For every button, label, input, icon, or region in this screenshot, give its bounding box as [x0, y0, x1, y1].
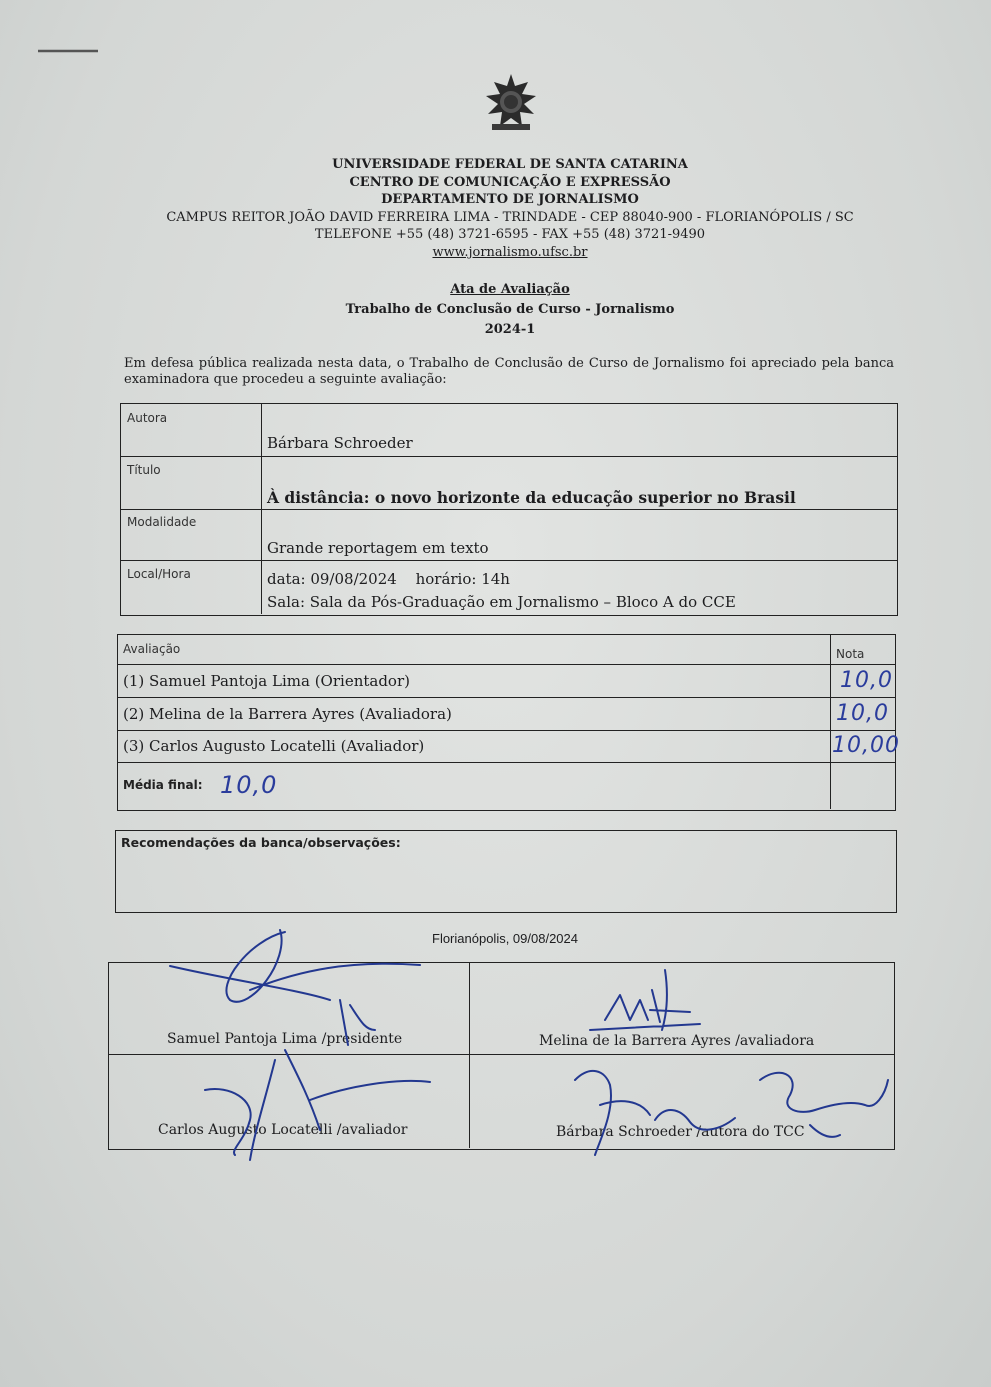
evaluation-table: [117, 634, 900, 811]
recommendations-box: [115, 830, 897, 913]
brasao-seal-icon: [478, 72, 544, 138]
phone-line: TELEFONE +55 (48) 3721-6595 - FAX +55 (48) 3721-9490: [314, 227, 706, 242]
ata-title: Ata de Avaliação: [450, 282, 570, 297]
info-table: [120, 403, 898, 616]
grade-2-handwritten: 10,0: [836, 701, 889, 726]
nota-header: Nota: [836, 647, 865, 661]
university-name: UNIVERSIDADE FEDERAL DE SANTA CATARINA: [332, 157, 688, 172]
modalidade-label: Modalidade: [127, 515, 197, 529]
titulo-value: À distância: o novo horizonte da educação superior no Brasil: [267, 488, 796, 507]
local-label: Local/Hora: [127, 567, 191, 581]
signature-line-avaliadora: Melina de la Barrera Ayres /avaliadora: [539, 1033, 815, 1049]
titulo-label: Título: [127, 463, 161, 477]
local-data: [267, 570, 510, 588]
grade-1-handwritten: 10,0: [840, 668, 893, 693]
media-final-label: Média final:: [123, 778, 203, 792]
signature-line-avaliador: Carlos Augusto Locatelli /avaliador: [158, 1122, 408, 1138]
evaluator-row-3: (3) Carlos Augusto Locatelli (Avaliador): [123, 737, 425, 755]
modalidade-value: Grande reportagem em texto: [267, 539, 489, 557]
ata-subtitle: Trabalho de Conclusão de Curso - Jornalismo: [345, 302, 675, 317]
campus-address: CAMPUS REITOR JOÃO DAVID FERREIRA LIMA - TRINDADE - CEP 88040-900 - FLORIANÓPOLIS / SC: [166, 209, 854, 225]
signature-line-president: Samuel Pantoja Lima /presidente: [167, 1031, 403, 1047]
document-title-block: [150, 280, 870, 340]
sala-value: Sala: Sala da Pós-Graduação em Jornalismo – Bloco A do CCE: [267, 593, 736, 611]
data-value: data: 09/08/2024: [267, 570, 397, 588]
autora-label: Autora: [127, 411, 168, 425]
grade-3-handwritten: 10,00: [832, 733, 900, 758]
center-name: CENTRO DE COMUNICAÇÃO E EXPRESSÃO: [349, 174, 671, 190]
horario-value: horário: 14h: [415, 570, 510, 588]
ata-year: 2024-1: [484, 322, 536, 337]
department-name: DEPARTAMENTO DE JORNALISMO: [381, 192, 639, 207]
recommendations-label: Recomendações da banca/observações:: [121, 835, 401, 850]
place-date: Florianópolis, 09/08/2024: [432, 931, 578, 946]
website-link[interactable]: www.jornalismo.ufsc.br: [432, 244, 588, 260]
institution-header: [150, 156, 870, 261]
avaliacao-header: Avaliação: [123, 642, 181, 656]
autora-value: Bárbara Schroeder: [267, 434, 413, 452]
intro-paragraph: Em defesa pública realizada nesta data, o Trabalho de Conclusão de Curso de Jornalismo foi apreciado pela banca examinadora que procedeu a seguinte avaliação:: [124, 356, 894, 387]
evaluator-row-2: (2) Melina de la Barrera Ayres (Avaliadora): [123, 705, 452, 723]
evaluator-row-1: (1) Samuel Pantoja Lima (Orientador): [123, 672, 410, 690]
media-final-handwritten: 10,0: [220, 771, 278, 799]
signature-table: [108, 962, 895, 1150]
signature-line-autora: Bárbara Schroeder /autora do TCC: [556, 1124, 805, 1140]
